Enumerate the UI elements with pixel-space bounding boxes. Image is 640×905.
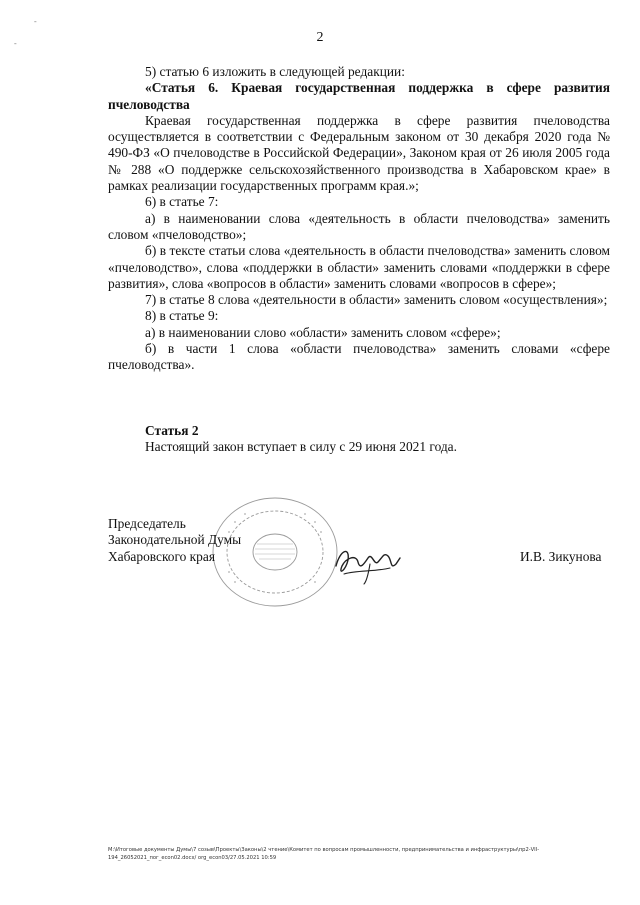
position-line: Хабаровского края: [108, 548, 215, 564]
article-2: [108, 423, 610, 456]
position-line: Председатель: [108, 516, 186, 531]
paragraph: 8) в статье 9:: [145, 308, 219, 324]
article2-title: Статья 2: [145, 423, 199, 438]
paragraph: а) в наименовании слова «деятельность в области пчеловодства» заменить словом «пчеловодство»;: [108, 210, 610, 242]
paragraph: 6) в статье 7:: [145, 194, 219, 210]
article6-heading: «Статья 6. Краевая государственная поддержка в сфере развития пчеловодства: [108, 80, 610, 112]
amendments-body: [108, 64, 610, 374]
page-number: 2: [316, 30, 324, 45]
handwritten-signature: [330, 536, 404, 586]
signatory-position: [108, 516, 241, 565]
paragraph: 5) статью 6 изложить в следующей редакции:: [145, 64, 405, 79]
position-line: Законодательной Думы: [108, 532, 242, 548]
paragraph: б) в части 1 слова «области пчеловодства» заменить словами «сфере пчеловодства».: [108, 341, 610, 373]
paragraph: 7) в статье 8 слова «деятельности в области» заменить словом «осуществления»;: [145, 292, 608, 308]
margin-mark: -: [34, 17, 37, 26]
footer-file-path: M:\Итоговые документы Думы\7 созыв\Проекты\Законы\2 чтение\Комитет по вопросам промышленности, предпринимательства и инфраструктуры\пр2-VII-194_26052021_пог_econ02.docx/ org_econ03/27.05.2021 10:59: [108, 847, 540, 861]
signatory-name: И.В. Зикунова: [520, 549, 602, 564]
paragraph: а) в наименовании слово «области» заменить словом «сфере»;: [145, 324, 501, 340]
paragraph: Краевая государственная поддержка в сфере развития пчеловодства осуществляется в соответствии с Федеральным законом от 30 декабря 2020 года № 490-ФЗ «О пчеловодстве в Российской Федерации», Законом края от 26 июля 2005 года № 288 «О поддержке сельскохозяйственного производства в Хабаровском крае» в рамках реализации государственных программ края.»;: [108, 112, 610, 194]
paragraph: б) в тексте статьи слова «деятельность в области пчеловодства» заменить словом «пчеловодство», слова «поддержки в области» заменить словами «поддержки в сфере развития», слова «вопросов в области» заменить словами «вопросов в сфере»;: [108, 243, 610, 291]
margin-mark: -: [14, 39, 17, 48]
article2-text: Настоящий закон вступает в силу с 29 июня 2021 года.: [145, 439, 457, 455]
